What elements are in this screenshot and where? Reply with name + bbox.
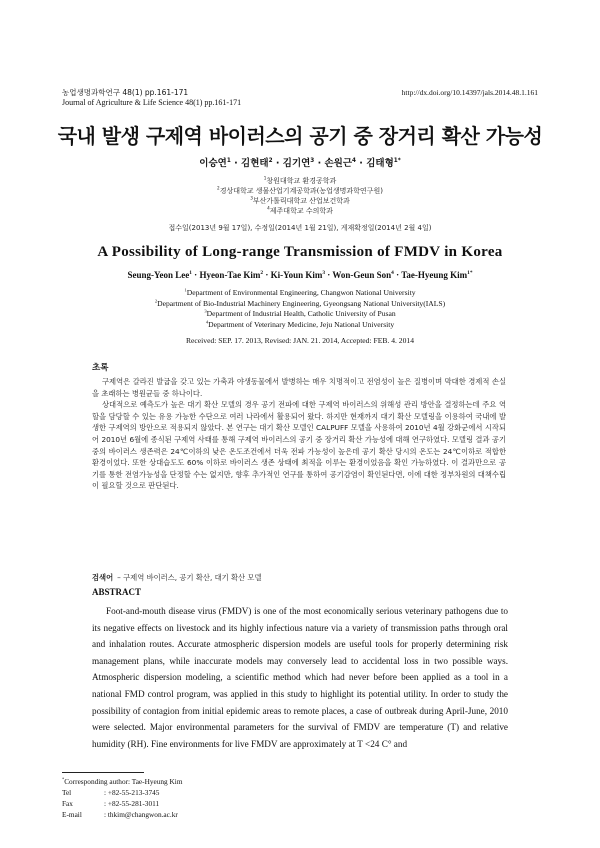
author-separator: · (230, 158, 242, 169)
author-name: Seung-Yeon Lee (127, 270, 190, 280)
author-affiliation-mark: 4 (352, 157, 356, 164)
keywords-text: – 구제역 바이러스, 공기 확산, 대기 확산 모델 (117, 573, 262, 582)
footnote-divider (62, 772, 144, 773)
author-name: 손원근 (324, 158, 353, 169)
authors-korean (0, 155, 600, 169)
doi-link[interactable]: http://dx.doi.org/10.14397/jals.2014.48.1.161 (401, 88, 538, 97)
abstract-korean-paragraph: 상대적으로 예측도가 높은 대기 확산 모델의 경우 공기 전파에 대한 구제역 바이러스의 위해성 관리 방안을 결정하는데 주요 역할을 담당할 수 있는 유용 가능한 수단으로 여러 나라에서 활용되어 왔다. 하지만 현재까지 대기 확산 모델링을 이용하여 국내에 발생한 구제역의 방안으로 적용되지 않았다. 본 연구는 대기 확산 모델인 CALPUFF 모델을 사용하여 2010년 4월 강화군에서 시작되어 2010년 6월에 종식된 구제역 사태를 통해 구제역 바이러스의 공기 중 장거리 확산 가능성에 대해 연구하였다. 모델링 결과 공기 중의 바이러스 생존력은 24℃이하의 낮은 온도조건에서 더욱 전파 가능성이 높은데 공기 확산 당시의 온도는 24℃이하로 적합한 환경이었다. 또한 상대습도도 60% 이하로 바이러스 생존 상태에 최적을 이루는 환경이었음을 확인 가능하였다. 이 결과만으로 공기를 통한 전염가능성을 단정할 수는 없지만, 향후 추가적인 연구를 통하여 공기감염이 확인된다면, 이에 대한 정부차원의 대책수립이 필요할 것으로 판단된다. (92, 400, 506, 491)
footnote-fax: Fax : +82-55-281-3011 (62, 799, 160, 808)
journal-header (62, 88, 241, 108)
author-name: 김현태 (241, 158, 269, 169)
dates-english: Received: SEP. 17. 2013, Revised: JAN. 21. 2014, Accepted: FEB. 4. 2014 (185, 336, 414, 345)
abstract-korean-paragraph: 구제역은 갈라진 발굽을 갖고 있는 가축과 야생동물에서 발병하는 매우 치명적이고 전염성이 높은 질병이며 막대한 경제적 손실을 초래하는 병원균들 중 하나이다. (92, 377, 506, 398)
authors-english (0, 270, 600, 280)
keywords (92, 573, 262, 583)
affiliation-line: $^2$경상대학교 생물산업기계공학과(농업생명과학연구원) (217, 185, 383, 195)
author-affiliation-mark: 1 (189, 270, 192, 276)
author-name: Won-Geun Son (332, 270, 392, 280)
affiliations-korean (0, 176, 600, 216)
author-separator: · (191, 270, 200, 280)
author-affiliation-mark: 3 (310, 157, 315, 164)
abstract-english (92, 603, 508, 752)
author-affiliation-mark: 4 (391, 270, 394, 276)
author-name: Hyeon-Tae Kim (199, 270, 261, 280)
author-separator: · (393, 270, 402, 280)
author-separator: · (272, 158, 283, 169)
title-english: A Possibility of Long-range Transmission of FMDV in Korea (97, 244, 503, 260)
author-affiliation-mark: 1* (393, 157, 401, 164)
title-korean: 국내 발생 구제역 바이러스의 공기 중 장거리 확산 가능성 (57, 124, 543, 148)
affiliation-line: $^4$제주대학교 수의학과 (267, 205, 333, 215)
affiliations-english (0, 288, 600, 330)
author-name: Tae-Hyeung Kim (401, 270, 468, 280)
affiliation-line: $^4$Department of Veterinary Medicine, Jeju National University (205, 319, 395, 329)
author-name: 김태형 (366, 158, 394, 169)
dates-korean: 접수일(2013년 9월 17일), 수정일(2014년 1월 21일), 게재확정일(2014년 2월 4일) (168, 224, 432, 232)
footnote-tel: Tel : +82-55-213-3745 (62, 788, 160, 797)
corresponding-author: *Corresponding author: Tae-Hyeung Kim (62, 776, 183, 786)
author-name: 이승연 (199, 158, 227, 169)
abstract-korean (92, 376, 506, 492)
author-affiliation-mark: 1* (467, 270, 473, 276)
affiliation-line: $^3$Department of Industrial Health, Catholic University of Pusan (204, 308, 396, 319)
affiliation-line: $^2$Department of Bio-Industrial Machinery Engineering, Gyeongsang National University(IALS) (154, 298, 446, 308)
author-separator: · (356, 158, 367, 169)
abstract-english-paragraph: Foot-and-mouth disease virus (FMDV) is one of the most economically serious veterinary pathogens due to its negative effects on livestock and its highly infectious nature via a variety of transmission paths through oral and inhalation routes. Accurate atmospheric dispersion models are useful tools for properly determining risk management plans, while inaccurate models may conversely lead to accidental loss in two possible ways. Atmospheric dispersion modeling, a scientific method which had never before been applied as a tool in a national FMD control program, was applied in this study to highlight its potential utility. In order to study the possibility of contagion from initial epidemic areas to remote places, a case of outbreak during April-June, 2010 were selected. Major environmental parameters for the survival of FMDV are temperature (T) and relative humidity (RH). Fine environments for live FMDV are approximately at T <24 C° and (92, 606, 508, 749)
author-separator: · (325, 270, 333, 280)
affiliation-line: $^1$Department of Environmental Engineering, Changwon National University (184, 287, 416, 297)
author-name: 김기연 (282, 158, 311, 169)
journal-name-kr: 농업생명과학연구 48(1) pp.161-171 (62, 88, 189, 97)
abstract-english-heading: ABSTRACT (92, 587, 142, 597)
author-name: Ki-Youn Kim (270, 270, 323, 280)
author-separator: · (314, 158, 325, 169)
email-link[interactable]: : thkim@changwon.ac.kr (104, 810, 178, 819)
keywords-label: 검색어 (92, 573, 114, 582)
author-separator: · (263, 270, 271, 280)
journal-name-en: Journal of Agriculture & Life Science 48(1) pp.161-171 (62, 98, 242, 107)
author-affiliation-mark: 1 (226, 157, 231, 164)
author-affiliation-mark: 3 (322, 270, 326, 276)
abstract-korean-heading: 초록 (92, 363, 109, 373)
affiliation-line: $^3$부산가톨릭대학교 산업보건학과 (250, 195, 350, 205)
author-affiliation-mark: 2 (268, 157, 273, 164)
footnote (62, 776, 183, 820)
affiliation-line: $^1$창원대학교 환경공학과 (263, 175, 337, 185)
footnote-email: E-mail : thkim@changwon.ac.kr (62, 810, 178, 819)
author-affiliation-mark: 2 (260, 270, 264, 276)
